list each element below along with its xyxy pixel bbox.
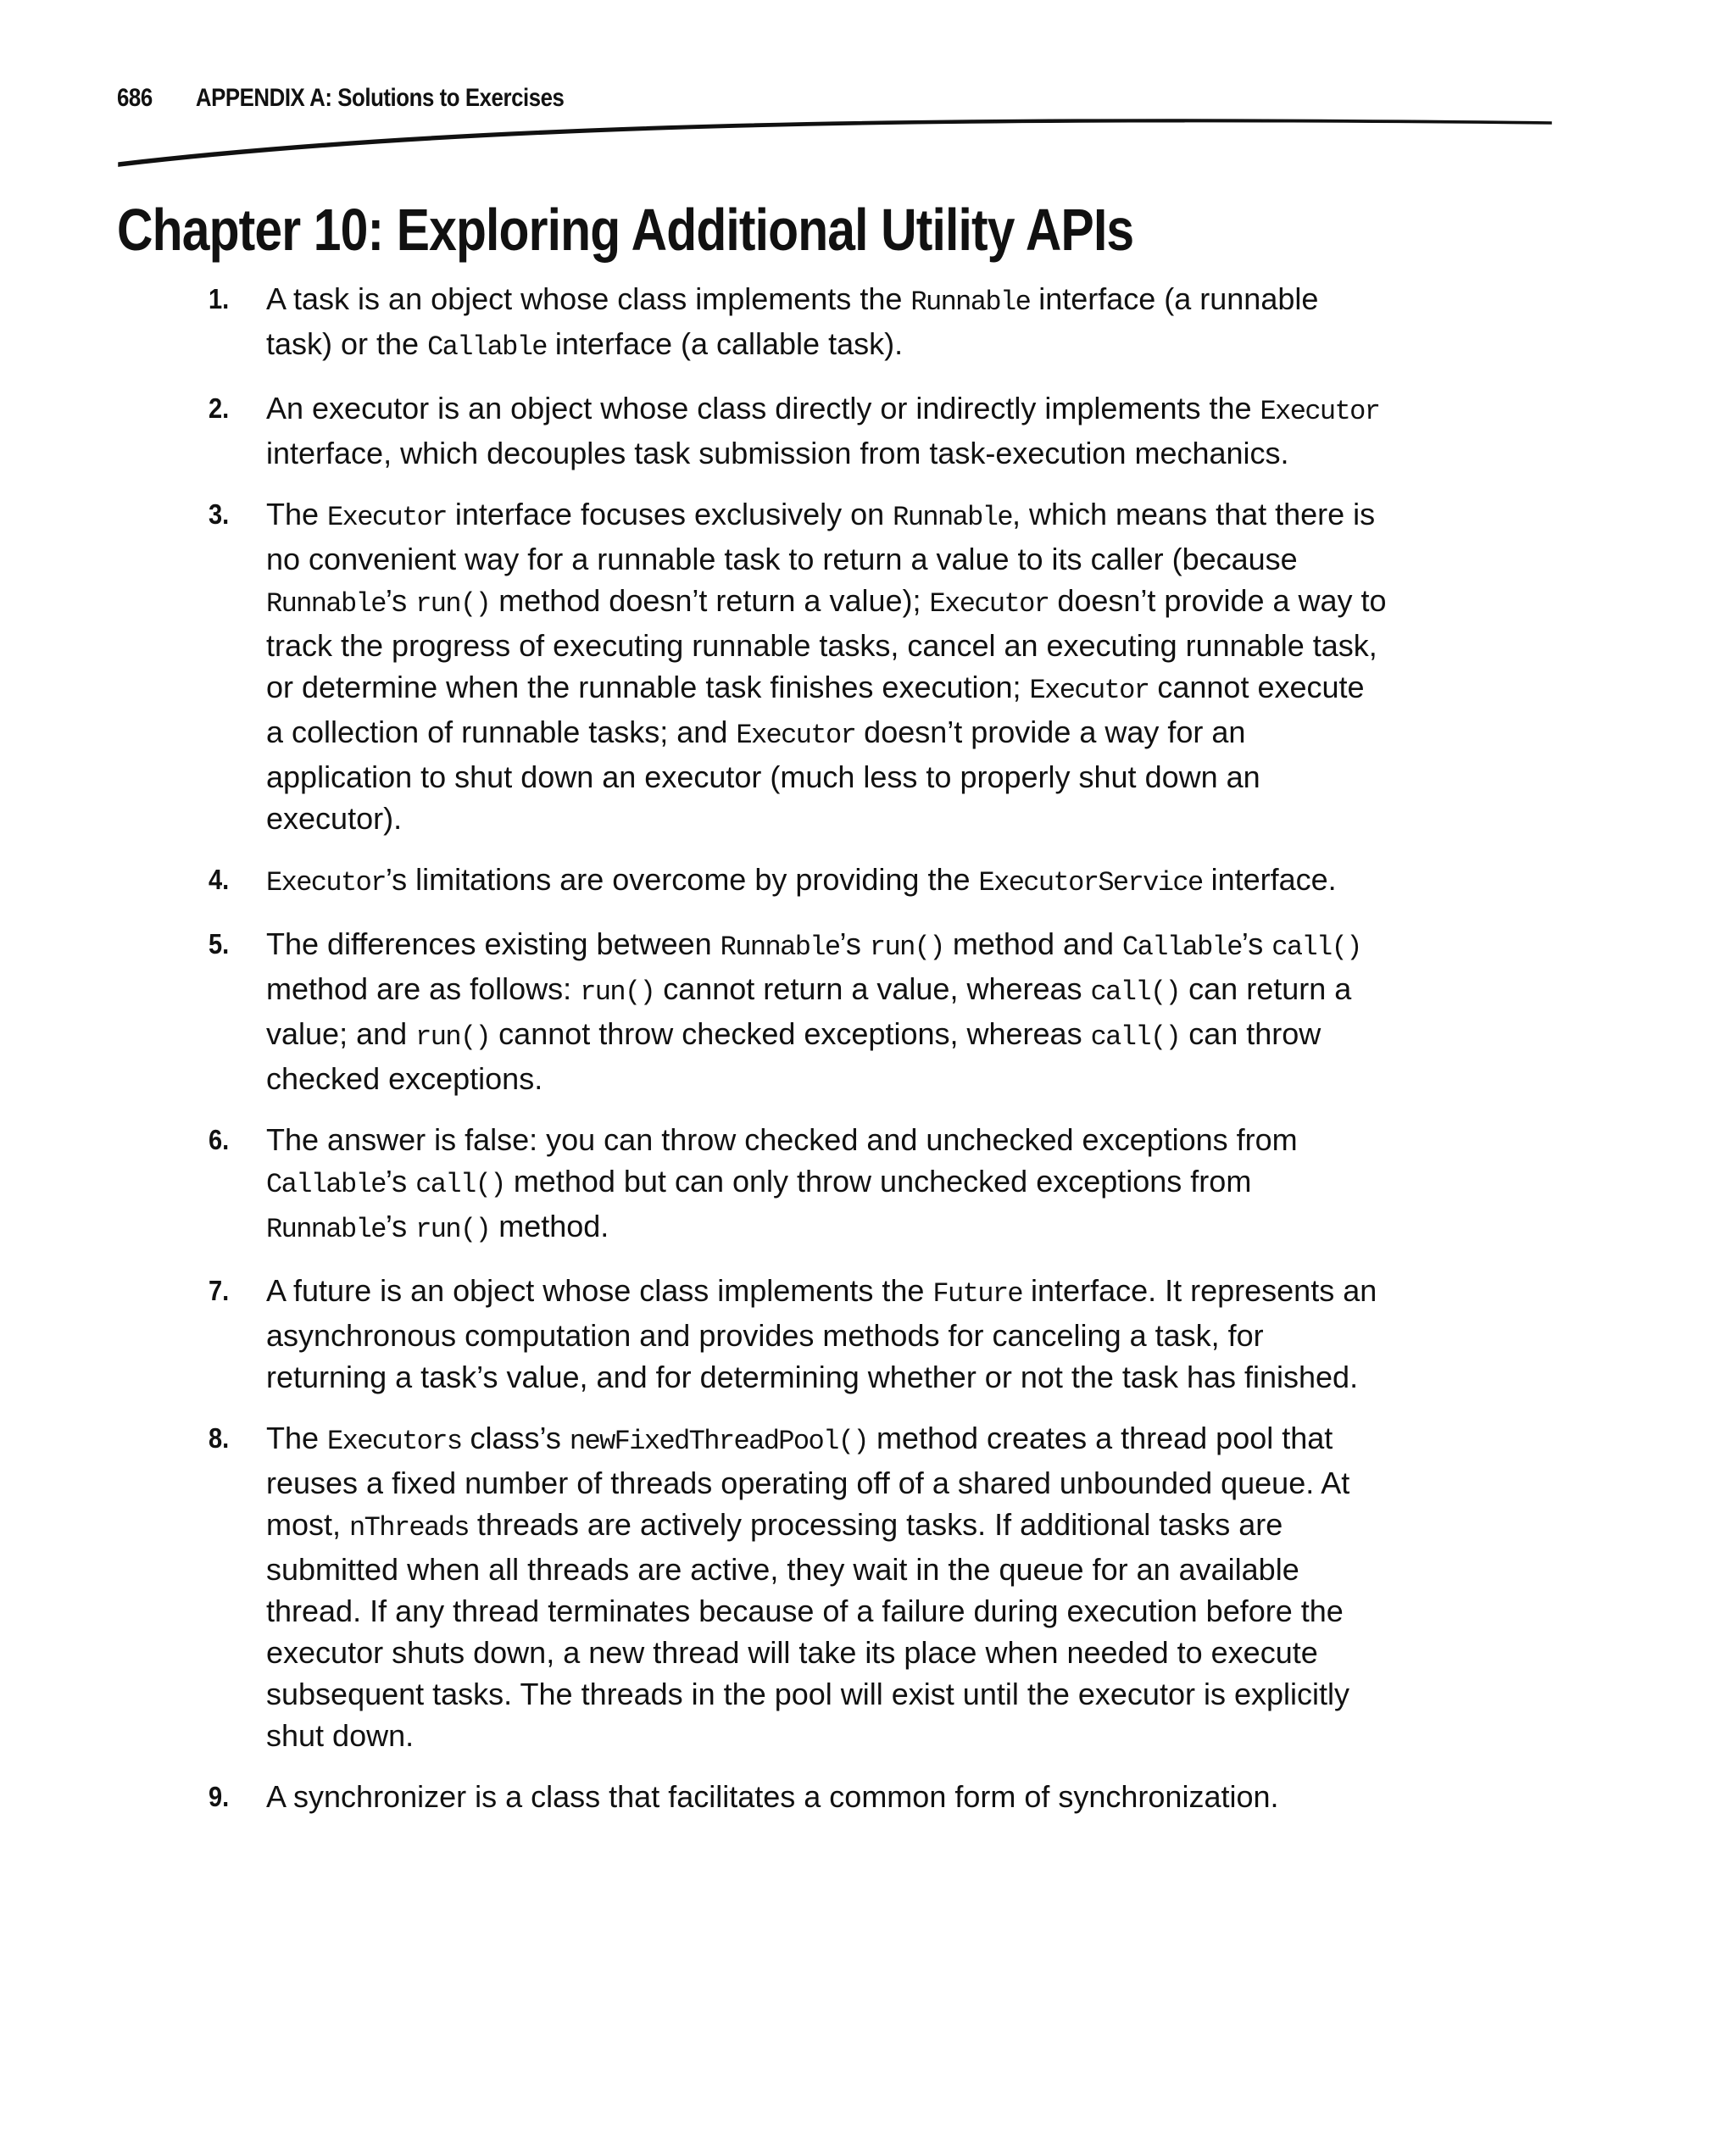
code-term: call() <box>1271 932 1361 963</box>
code-term: Executor <box>1260 396 1380 427</box>
answer-item <box>209 1270 1387 1398</box>
answer-text <box>266 1421 1349 1753</box>
answer-item <box>209 1119 1387 1250</box>
text-run: ’s <box>385 1164 416 1199</box>
text-run: class’s <box>461 1421 570 1455</box>
text-run: A future is an object whose class implements the <box>266 1273 933 1308</box>
text-run: interface. It represents an asynchronous computation and provides methods for canceling a task, for returning a task’s value, and for determining whether or not the task has finished. <box>266 1273 1377 1394</box>
text-run: doesn’t provide a way to track the progress of executing runnable tasks, cancel an executing runnable task, or determine when the runnable task finishes execution; <box>266 583 1387 704</box>
code-term: Executor <box>929 588 1049 620</box>
code-term: Executor <box>266 867 386 898</box>
code-term: Callable <box>266 1169 386 1200</box>
text-run: interface (a callable task). <box>546 326 904 361</box>
code-term: Executor <box>1029 675 1149 706</box>
code-term: newFixedThreadPool() <box>569 1426 868 1457</box>
code-term: nThreads <box>349 1512 469 1544</box>
answer-text <box>266 1779 1279 1814</box>
text-run: interface, which decouples task submission from task-execution mechanics. <box>266 436 1289 470</box>
answer-number: 4. <box>209 864 230 895</box>
text-run: , which means that there is no convenient way for a runnable task to return a value to its caller (because <box>266 497 1376 576</box>
text-run: The <box>266 497 328 531</box>
text-run: The answer is false: you can throw checked and unchecked exceptions from <box>266 1122 1298 1157</box>
page-number: 686 <box>117 84 153 112</box>
code-term: Runnable <box>266 588 386 620</box>
code-term: run() <box>415 1214 491 1245</box>
code-term: call() <box>1090 976 1181 1008</box>
answer-number: 3. <box>209 498 230 530</box>
text-run: ’s <box>385 1209 416 1243</box>
text-run: can return a value; and <box>266 971 1352 1051</box>
answer-text <box>266 1273 1377 1394</box>
text-run: cannot throw checked exceptions, whereas <box>490 1016 1091 1051</box>
text-run: ’s <box>1241 926 1272 961</box>
text-run: ’s limitations are overcome by providing the <box>385 862 979 897</box>
text-run: ’s <box>839 926 870 961</box>
answer-item <box>209 859 1387 904</box>
code-term: Runnable <box>893 502 1012 533</box>
text-run: interface. <box>1202 862 1337 897</box>
text-run: cannot execute a collection of runnable tasks; and <box>266 670 1365 749</box>
answer-list <box>209 278 1387 1837</box>
code-term: run() <box>580 976 655 1008</box>
text-run: The differences existing between <box>266 926 721 961</box>
code-term: Executor <box>736 720 856 751</box>
answer-number: 9. <box>209 1781 230 1812</box>
code-term: Runnable <box>266 1214 386 1245</box>
answer-text <box>266 926 1361 1096</box>
code-term: Callable <box>1122 932 1242 963</box>
answer-text <box>266 1122 1298 1243</box>
text-run: method but can only throw unchecked exceptions from <box>504 1164 1252 1199</box>
answer-item <box>209 278 1387 368</box>
code-term: Executor <box>327 502 447 533</box>
answer-item <box>209 1776 1387 1817</box>
code-term: Runnable <box>720 932 840 963</box>
code-term: Executors <box>327 1426 462 1457</box>
answer-number: 1. <box>209 283 230 314</box>
answer-text <box>266 391 1379 470</box>
running-title: APPENDIX A: Solutions to Exercises <box>195 84 565 112</box>
code-term: ExecutorService <box>978 867 1203 898</box>
code-term: Runnable <box>910 286 1031 318</box>
answer-number: 5. <box>209 928 230 960</box>
text-run: can throw checked exceptions. <box>266 1016 1321 1096</box>
code-term: run() <box>869 932 944 963</box>
text-run: method and <box>943 926 1123 961</box>
text-run: threads are actively processing tasks. If additional tasks are submitted when all threads are active, they wait in the queue for an available thread. If any thread terminates because of a failure during execution before the executor shuts down, a new thread will take its place when needed to execute subsequent tasks. The threads in the pool will exist until the executor is explicitly shut down. <box>266 1507 1349 1753</box>
text-run: A synchronizer is a class that facilitates a common form of synchronization. <box>266 1779 1279 1814</box>
chapter-title: Chapter 10: Exploring Additional Utility APIs <box>117 197 1134 263</box>
answer-text <box>266 497 1387 836</box>
answer-text <box>266 862 1337 897</box>
answer-item <box>209 923 1387 1099</box>
text-run: interface focuses exclusively on <box>446 497 893 531</box>
text-run: An executor is an object whose class directly or indirectly implements the <box>266 391 1260 426</box>
answer-number: 7. <box>209 1275 230 1306</box>
text-run: A task is an object whose class implements the <box>266 281 911 316</box>
text-run: interface (a runnable task) or the <box>266 281 1319 361</box>
text-run: method are as follows: <box>266 971 581 1006</box>
text-run: doesn’t provide a way for an application to shut down an executor (much less to properly shut down an executor). <box>266 715 1260 836</box>
answer-item <box>209 493 1387 839</box>
code-term: Future <box>932 1278 1023 1310</box>
answer-number: 2. <box>209 392 230 424</box>
text-run: method. <box>490 1209 609 1243</box>
text-run: The <box>266 1421 328 1455</box>
text-run: method doesn’t return a value); <box>490 583 930 618</box>
code-term: run() <box>415 588 491 620</box>
text-run: ’s <box>385 583 416 618</box>
answer-item <box>209 1417 1387 1756</box>
code-term: Callable <box>427 331 547 363</box>
code-term: call() <box>1090 1021 1181 1053</box>
answer-text <box>266 281 1318 361</box>
code-term: call() <box>415 1169 505 1200</box>
answer-number: 8. <box>209 1422 230 1454</box>
text-run: cannot return a value, whereas <box>654 971 1091 1006</box>
answer-number: 6. <box>209 1124 230 1155</box>
answer-item <box>209 387 1387 474</box>
code-term: run() <box>415 1021 491 1053</box>
header-rule <box>110 110 1560 178</box>
text-run: method creates a thread pool that reuses a fixed number of threads operating off of a shared unbounded queue. At most, <box>266 1421 1350 1542</box>
